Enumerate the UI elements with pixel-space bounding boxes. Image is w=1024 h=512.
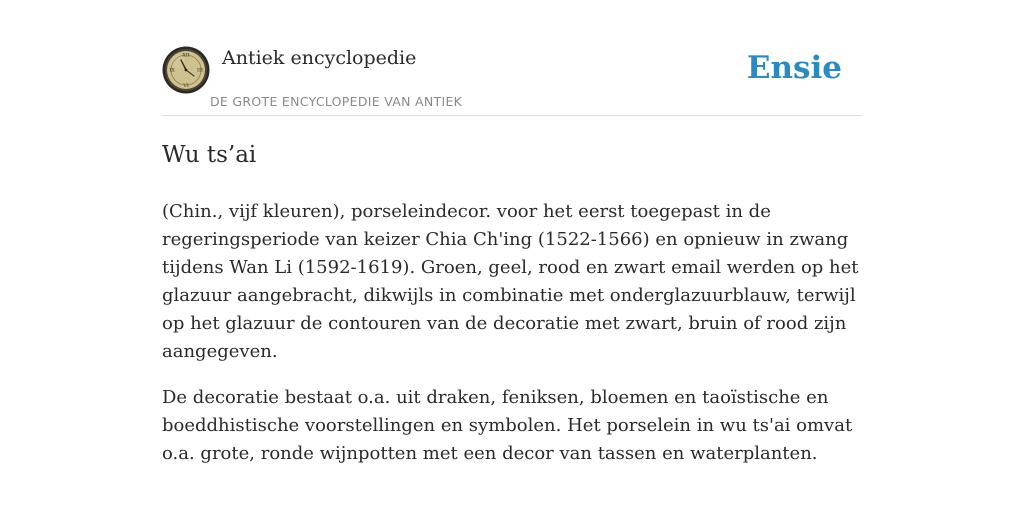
article bbox=[162, 138, 882, 486]
article-paragraph-1: (Chin., vijf kleuren), porseleindecor. voor het eerst toegepast in de regeringsperiode van keizer Chia Ch'ing (1522-1566) en opnieuw in zwang tijdens Wan Li (1592-1619). Groen, geel, rood en zwart email werden op het glazuur aangebracht, dikwijls in combinatie met onderglazuurblauw, terwijl op het glazuur de contouren van de decoratie met zwart, bruin of rood zijn aangegeven. bbox=[162, 201, 859, 362]
site-header bbox=[162, 44, 862, 116]
site-subtitle: DE GROTE ENCYCLOPEDIE VAN ANTIEK bbox=[210, 94, 463, 109]
ensie-logo-link[interactable]: Ensie bbox=[746, 50, 842, 86]
svg-text:III: III bbox=[197, 67, 203, 74]
article-paragraph-2: De decoratie bestaat o.a. uit draken, feniksen, bloemen en taoïstische en boeddhistische voorstellingen en symbolen. Het porselein in wu ts'ai omvat o.a. grote, ronde wijnpotten met een decor van tassen en waterplanten. bbox=[162, 387, 853, 464]
clock-icon[interactable] bbox=[162, 46, 210, 94]
article-title: Wu ts’ai bbox=[162, 142, 257, 168]
svg-text:VI: VI bbox=[183, 83, 189, 89]
site-name[interactable]: Antiek encyclopedie bbox=[222, 47, 417, 69]
svg-text:XII: XII bbox=[182, 52, 190, 59]
svg-text:IX: IX bbox=[169, 67, 175, 74]
